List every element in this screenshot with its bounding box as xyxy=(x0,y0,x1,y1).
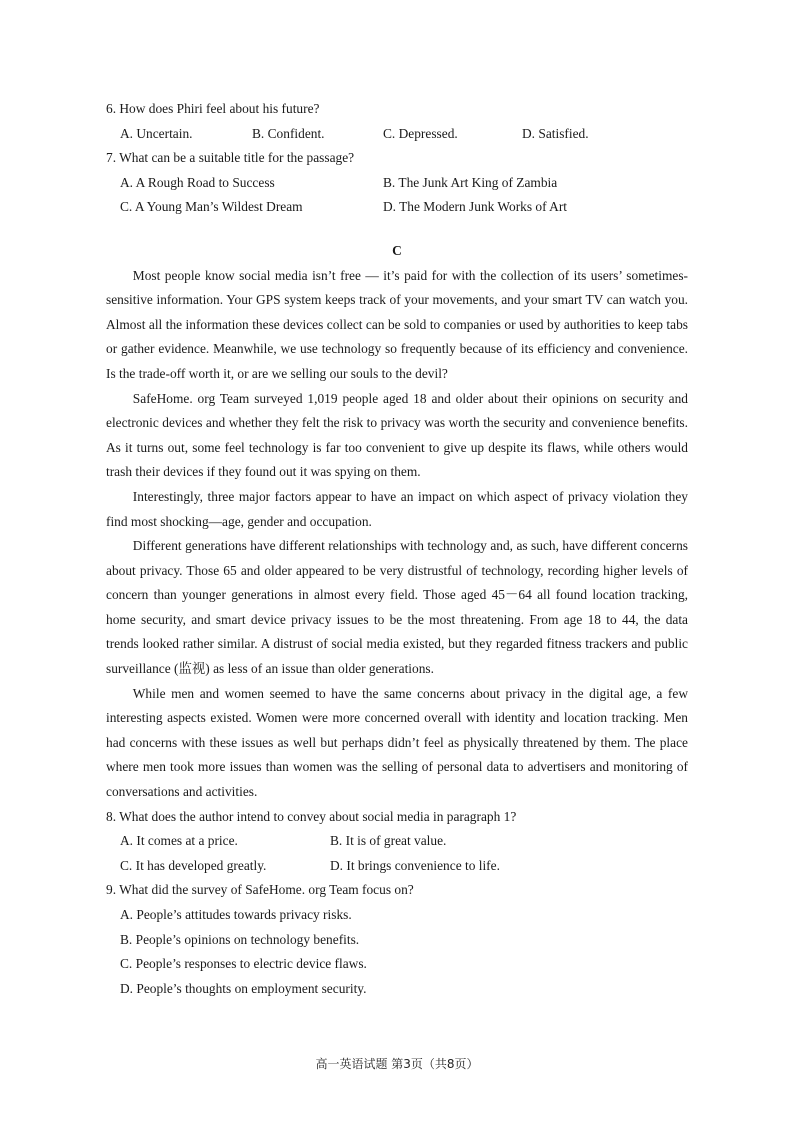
page-footer: 高一英语试题 第3页（共8页） xyxy=(315,1057,479,1071)
option-b: B. People’s opinions on technology benefits. xyxy=(120,931,360,947)
option-row xyxy=(106,195,688,220)
option-b: B. It is of great value. xyxy=(330,833,447,849)
option-a: A. A Rough Road to Success xyxy=(120,174,275,190)
question-6 xyxy=(106,97,688,146)
option-c: C. It has developed greatly. xyxy=(120,857,267,873)
question-stem: 7. What can be a suitable title for the passage? xyxy=(106,150,355,166)
option-d: D. Satisfied. xyxy=(522,125,589,141)
option-row xyxy=(106,122,688,147)
question-stem: 9. What did the survey of SafeHome. org Team focus on? xyxy=(106,882,414,898)
exam-page xyxy=(106,97,688,1001)
option-c: C. People’s responses to electric device flaws. xyxy=(120,956,367,972)
option-row xyxy=(106,171,688,196)
paragraph: While men and women seemed to have the same concerns about privacy in the digital age, a few interesting aspects existed. Women were more concerned overall with identity and location tracking. Men had concerns with these issues as well but perhaps didn’t feel as physically threatened by them. The place where men took more issues than women was the selling of personal data to advertisers and monitoring of conversations and activities. xyxy=(106,685,688,800)
option-row xyxy=(106,854,688,879)
question-9 xyxy=(106,878,688,1001)
passage xyxy=(106,264,688,805)
option-c: C. Depressed. xyxy=(383,125,458,141)
paragraph: Most people know social media isn’t free — it’s paid for with the collection of its users’ sometimes-sensitive information. Your GPS system keeps track of your movements, and your smart TV can watch you. Almost all the information these devices collect can be sold to companies or used by authorities to keep tabs or gather evidence. Meanwhile, we use technology so frequently because of its efficiency and convenience. Is the trade-off worth it, or are we selling our souls to the devil? xyxy=(106,267,688,381)
option-d: D. The Modern Junk Works of Art xyxy=(383,199,568,215)
option-a: A. It comes at a price. xyxy=(120,833,238,849)
option-c: C. A Young Man’s Wildest Dream xyxy=(120,199,303,215)
question-7 xyxy=(106,146,688,220)
option-b: B. Confident. xyxy=(252,125,325,141)
paragraph: Interestingly, three major factors appear to have an impact on which aspect of privacy violation they find most shocking—age, gender and occupation. xyxy=(106,488,688,529)
question-stem: 6. How does Phiri feel about his future? xyxy=(106,101,320,116)
option-b: B. The Junk Art King of Zambia xyxy=(383,174,558,190)
paragraph: SafeHome. org Team surveyed 1,019 people aged 18 and older about their opinions on security and electronic devices and whether they felt the risk to privacy was worth the security and convenience benefits. As it turns out, some feel technology is far too convenient to give up despite its flaws, while others would trash their devices if they found out it was spying on them. xyxy=(106,390,688,480)
section-title: C xyxy=(392,242,402,258)
paragraph: Different generations have different relationships with technology and, as such, have different concerns about privacy. Those 65 and older appeared to be very distrustful of technology, recording higher levels of concern than younger generations in almost every field. Those aged 45－64 all found location tracking, home security, and smart device privacy issues to be the most threatening. From age 18 to 44, the data trends looked rather similar. A distrust of social media existed, but they regarded fitness trackers and public surveillance (监视) as less of an issue than older generations. xyxy=(106,538,688,677)
option-row xyxy=(106,829,688,854)
question-8 xyxy=(106,805,688,879)
option-a: A. Uncertain. xyxy=(120,125,193,141)
option-a: A. People’s attitudes towards privacy risks. xyxy=(120,907,352,922)
option-d: D. It brings convenience to life. xyxy=(330,857,500,873)
option-d: D. People’s thoughts on employment security. xyxy=(120,980,367,996)
question-stem: 8. What does the author intend to convey about social media in paragraph 1? xyxy=(106,808,517,824)
